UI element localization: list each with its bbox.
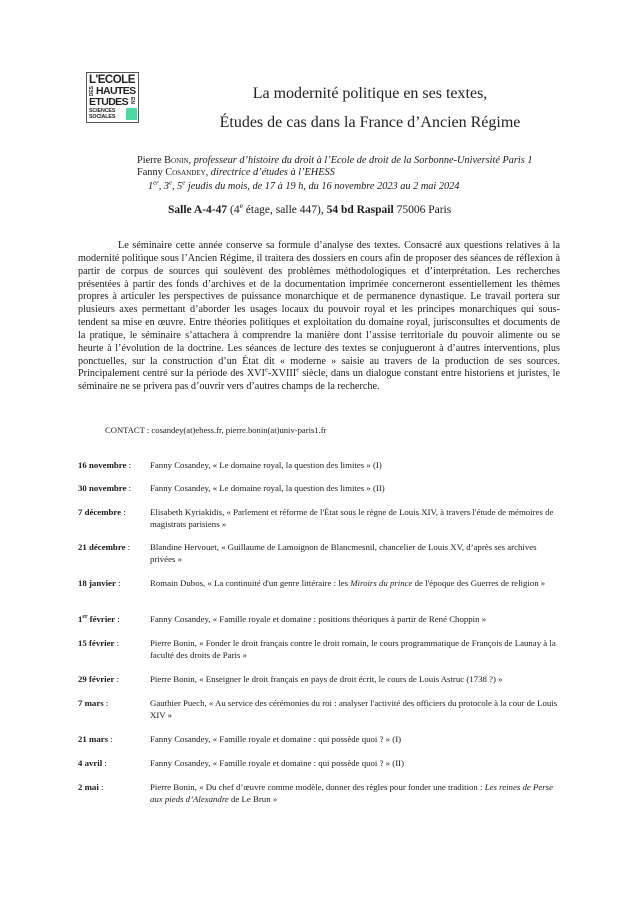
contact-line	[105, 425, 326, 435]
date-separator: :	[125, 542, 131, 552]
session-description: Fanny Cosandey, « Le domaine royal, la question des limites » (II)	[150, 483, 385, 493]
schedule-text: 1	[148, 181, 154, 192]
room-detail-sup: e	[239, 201, 243, 211]
date-separator: :	[126, 460, 132, 470]
logo-sociales: SOCIALES	[89, 114, 116, 120]
room-city: 75006 Paris	[393, 204, 452, 216]
date-separator: :	[108, 734, 113, 744]
session-date-text: 21 décembre	[78, 542, 126, 552]
date-separator: :	[103, 698, 109, 708]
author-cosandey	[137, 167, 533, 179]
session-description	[150, 578, 560, 590]
session-date-text: 7 décembre	[78, 507, 122, 517]
date-separator: :	[115, 614, 120, 624]
session-date	[78, 734, 113, 746]
author-first-name: Fanny	[137, 167, 166, 178]
session-text: Pierre Bonin, « Du chef d’œuvre comme modèle, donner des règles pour fonder une tradition :	[150, 782, 485, 792]
room-detail: (4	[227, 204, 240, 216]
title-line-2: Études de cas dans la France d’Ancien Régime	[219, 114, 521, 131]
session-description: Fanny Cosandey, « Famille royale et domaine : qui possède quoi ? » (I)	[150, 734, 402, 744]
session-text: Romain Dubos, « La continuité d'un genre littéraire : les	[150, 578, 351, 588]
schedule-sup: er	[153, 179, 159, 187]
session-date	[78, 507, 126, 519]
author-first-name: Pierre	[137, 155, 165, 166]
author-last-name: Bonin	[164, 155, 189, 166]
contact-label: CONTACT	[105, 425, 145, 435]
room-detail: étage, salle 447),	[242, 204, 327, 216]
room-name: Salle A-4-47	[168, 204, 228, 216]
author-bonin	[137, 155, 533, 167]
session-date	[78, 460, 131, 472]
date-separator: :	[114, 638, 120, 648]
abstract-text: Le séminaire cette année conserve sa formule d’analyse des textes. Consacré aux questions relatives à la modernité politique sous l’Ancien Régime, il traitera des dossiers en cours afin de proposer des séances de réflexion à partir de corpus de sources qui soulèvent des problèmes méthodologiques et d’interprétation. Les recherches présentées à partir des fonds d’archives et de la documentation imprimée concerneront essentiellement les thèmes propres à articuler les perspectives de puissance monarchique et de permanence dynastique. Le travail portera sur plusieurs axes permettant d’aborder les usages locaux du pouvoir royal et les principes monarchiques qui sous-tendent sa mise en œuvre. Entre théories politiques et exploitation du domaine royal, jurisconsultes et documents de la pratique, le séminaire s’attachera à comprendre la manière dont l’assise territoriale du pouvoir alimente ou se heurte à l’évolution de la doctrine. Les séances de lecture des textes se conjugueront à d’autres interventions, plus ponctuelles, sur la construction d’un État dit « moderne » saisie au travers de la production de ses sources. Principalement centré sur la période des XVI	[78, 240, 560, 380]
seminar-abstract	[78, 240, 560, 394]
author-role: , directrice d’études à l’EHESS	[205, 167, 335, 178]
schedule-sup: e	[182, 179, 186, 187]
date-separator: :	[114, 674, 120, 684]
session-description: Fanny Cosandey, « Famille royale et domaine : qui possède quoi ? » (II)	[150, 758, 404, 768]
date-separator: :	[121, 507, 126, 517]
session-date-text: 16 novembre	[78, 460, 127, 470]
session-date-text: février	[87, 614, 116, 624]
abstract-sup: e	[296, 367, 300, 375]
session-description: Elisabeth Kyriakidis, « Parlement et réforme de l'État sous le règne de Louis XIV, à travers l'étude de mémoires de magistrats parisiens »	[150, 507, 554, 529]
session-date-sup: er	[82, 614, 88, 621]
session-date-text: 29 février	[78, 674, 115, 684]
session-date	[78, 674, 119, 686]
schedule-sup: e	[169, 179, 172, 187]
session-description: Gauthier Puech, « Au service des cérémonies du roi : analyser l'activité des officiers du protocole à la cour de Louis XIV »	[150, 698, 558, 720]
session-description: Fanny Cosandey, « Famille royale et domaine : positions théoriques à partir de René Choppin »	[150, 614, 487, 624]
abstract-text: siècle, dans un dialogue constant entre historiens et juristes, le séminaire ne se privera pas d’ouvrir vers d’autres champs de la recherche.	[78, 368, 560, 393]
schedule-text: , 5	[172, 181, 183, 192]
session-date-text: 30 novembre	[78, 483, 127, 493]
author-role: , professeur d’histoire du droit à l’Ecole de droit de la Sorbonne-Université Paris 1	[188, 155, 533, 166]
schedule-text: jeudis du mois, de 17 à 19 h, du 16 novembre 2023 au 2 mai 2024	[185, 181, 460, 192]
session-description: Blandine Hervouet, « Guillaume de Lamoignon de Blancmesnil, chancelier de Louis XV, d’après ses archives privées »	[150, 542, 537, 564]
session-date	[78, 483, 131, 495]
logo-en: EN	[129, 97, 135, 104]
session-text: de l'époque des Guerres de religion »	[412, 578, 546, 588]
logo-line-etudes: ETUDES	[89, 96, 128, 108]
session-text: de Le Brun »	[228, 793, 278, 804]
logo-des: DES	[89, 86, 95, 97]
session-date	[78, 698, 108, 710]
abstract-text: -XVIII	[267, 368, 297, 380]
session-date	[78, 614, 120, 626]
title-line-1: La modernité politique en ses textes,	[252, 85, 488, 102]
session-date	[78, 542, 130, 554]
session-description: Fanny Cosandey, « Le domaine royal, la question des limites » (I)	[150, 460, 382, 470]
room-address: 54 bd Raspail	[326, 204, 394, 216]
logo-line-ecole: L'ECOLE	[89, 74, 135, 86]
session-date-text: 18 janvier	[78, 578, 116, 588]
session-date	[78, 638, 119, 650]
session-italic-title: Les reines de Perse aux pieds d’Alexandre	[150, 782, 554, 804]
session-date-text: 2 mai	[78, 782, 99, 792]
session-date-text: 4 avril	[78, 758, 103, 768]
contact-emails[interactable]: : cosandey(at)ehess.fr, pierre.bonin(at)univ-paris1.fr	[144, 425, 327, 435]
session-date	[78, 578, 121, 590]
session-date-text: 15 février	[78, 638, 115, 648]
logo-line-sciences-sociales	[89, 108, 115, 120]
session-date	[78, 758, 107, 770]
session-description	[150, 782, 560, 805]
logo-sciences: SCIENCES	[89, 108, 116, 114]
session-date	[78, 782, 103, 794]
schedule-line	[148, 181, 459, 192]
abstract-sup: e	[264, 367, 268, 375]
ehess-logo	[86, 72, 139, 123]
session-description: Pierre Bonin, « Enseigner le droit français en pays de droit écrit, le cours de Louis Astruc (1738 ?) »	[150, 674, 503, 684]
room-location	[168, 201, 452, 216]
date-separator: :	[115, 578, 121, 588]
logo-green-square	[126, 108, 137, 120]
date-separator: :	[98, 782, 104, 792]
session-description: Pierre Bonin, « Fonder le droit français contre le droit romain, le cours programmatique de François de Launay à la faculté des droits de Paris »	[150, 638, 556, 660]
session-date-text: 21 mars	[78, 734, 109, 744]
date-separator: :	[102, 758, 107, 768]
session-date-text: 7 mars	[78, 698, 104, 708]
date-separator: :	[126, 483, 132, 493]
session-date-text: 1	[78, 614, 83, 624]
schedule-text: , 3	[158, 181, 170, 192]
author-last-name: Cosandey	[165, 167, 206, 178]
authors-block	[137, 155, 533, 179]
logo-line-hautes: HAUTES	[96, 85, 136, 97]
session-italic-title: Miroirs du prince	[350, 578, 413, 588]
